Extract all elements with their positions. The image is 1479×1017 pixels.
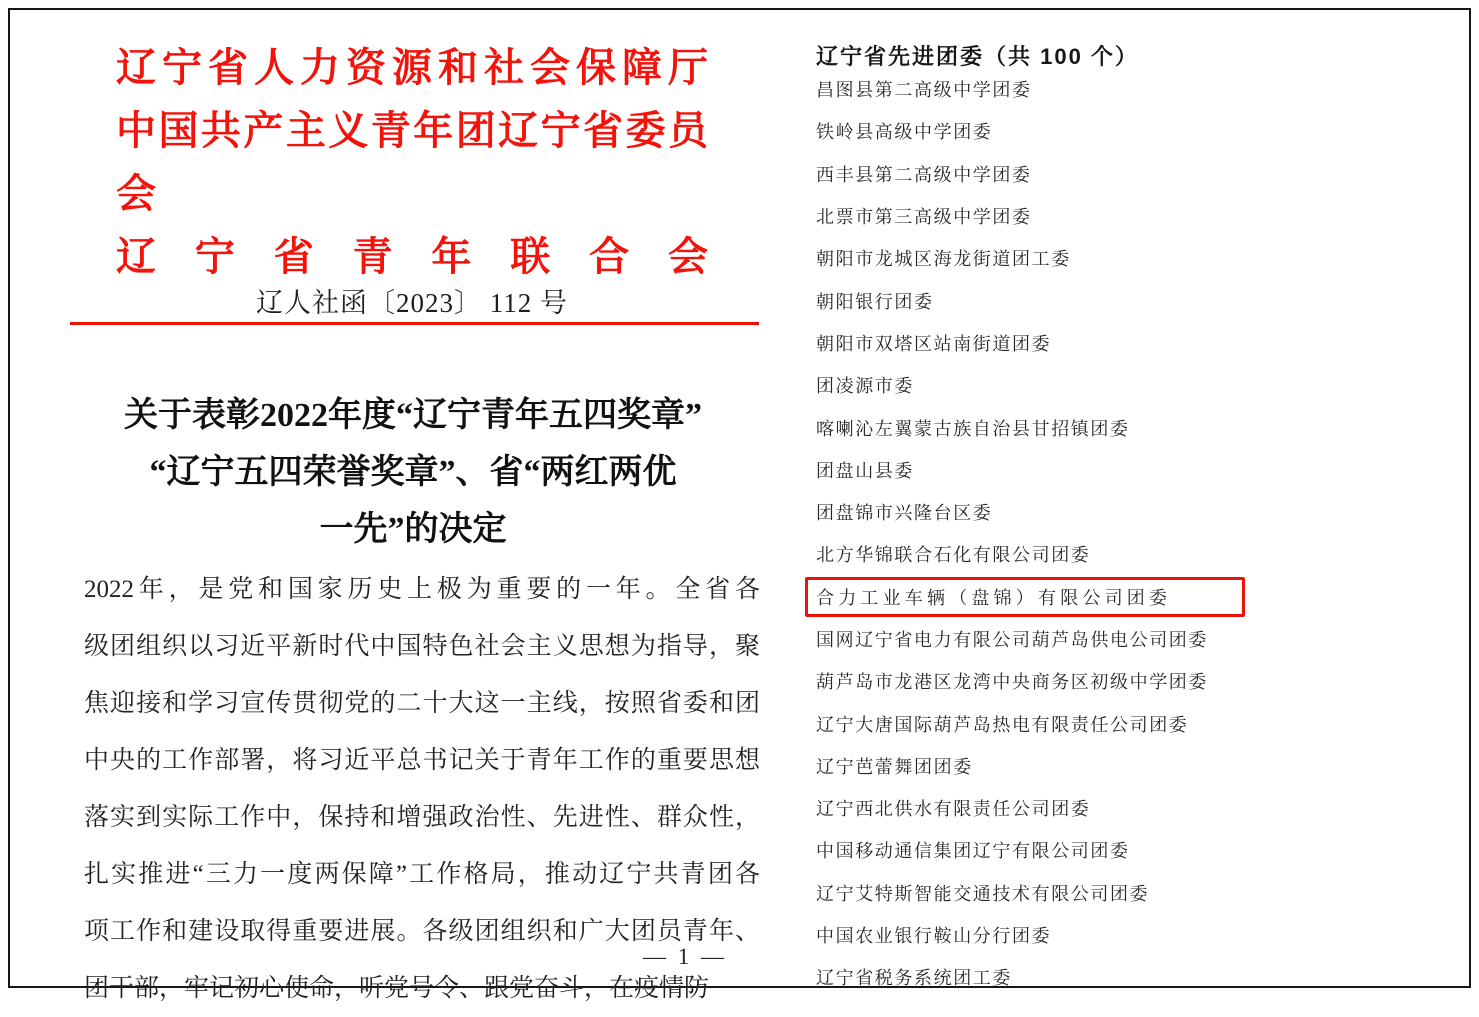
document-title-line: 关于表彰2022年度“辽宁青年五四奖章” [124, 397, 702, 434]
list-item [816, 618, 1336, 660]
list-item-text: 朝阳银行团委 [816, 291, 934, 312]
list-item [816, 195, 1336, 237]
list-item-text: 辽宁西北供水有限责任公司团委 [816, 799, 1091, 820]
list-item-text: 辽宁艾特斯智能交通技术有限公司团委 [816, 883, 1150, 904]
list-item [816, 364, 1336, 406]
list-item-text: 团凌源市委 [816, 376, 914, 397]
list-item [816, 914, 1336, 956]
list-item [816, 322, 1336, 364]
list-item [816, 449, 1336, 491]
list-item-text: 朝阳市龙城区海龙街道团工委 [816, 249, 1071, 270]
body-line: 焦迎接和学习宣传贯彻党的二十大这一主线，按照省委和团 [84, 690, 760, 717]
list-item-text: 团盘山县委 [816, 460, 914, 481]
award-list [816, 68, 1336, 999]
document-title [84, 387, 742, 558]
list-item-text: 西丰县第二高级中学团委 [816, 164, 1032, 185]
list-item-text: 国网辽宁省电力有限公司葫芦岛供电公司团委 [816, 630, 1208, 650]
list-item-text: 铁岭县高级中学团委 [816, 122, 993, 143]
list-item [816, 237, 1336, 279]
list-item-text: 昌图县第二高级中学团委 [816, 80, 1032, 101]
list-item [816, 829, 1336, 871]
list-item-text: 辽宁大唐国际葫芦岛热电有限责任公司团委 [816, 714, 1189, 735]
list-item-text: 喀喇沁左翼蒙古族自治县甘招镇团委 [816, 418, 1130, 439]
page-number: — 1 — [643, 944, 727, 969]
letterhead-line: 辽宁省人力资源和社会保障厅 [116, 45, 708, 90]
letterhead-red-rule [70, 322, 759, 325]
letterhead-line: 辽宁省青年联合会 [116, 234, 708, 279]
list-item [816, 702, 1336, 744]
list-item [816, 787, 1336, 829]
body-line: 团干部，牢记初心使命，听党号令、跟党奋斗，在疫情防 [84, 975, 710, 1002]
document-number: 辽人社函〔2023〕 112 号 [256, 288, 568, 318]
document-title-line: “辽宁五四荣誉奖章”、省“两红两优 [149, 454, 677, 491]
list-item [816, 491, 1336, 533]
list-item [816, 745, 1336, 787]
list-item-text: 北方华锦联合石化有限公司团委 [816, 545, 1091, 566]
award-list-title: 辽宁省先进团委（共 100 个） [816, 44, 1139, 69]
body-line: 落实到实际工作中，保持和增强政治性、先进性、群众性， [84, 804, 760, 831]
body-line: 项工作和建设取得重要进展。各级团组织和广大团员青年、 [84, 918, 760, 945]
list-item-text: 北票市第三高级中学团委 [816, 207, 1032, 228]
list-item-text: 辽宁省税务系统团工委 [816, 968, 1012, 989]
body-line: 扎实推进“三力一度两保障”工作格局，推动辽宁共青团各 [84, 861, 760, 888]
body-line: 级团组织以习近平新时代中国特色社会主义思想为指导，聚 [84, 633, 760, 660]
list-item [816, 533, 1336, 575]
list-item-text: 辽宁芭蕾舞团团委 [816, 756, 973, 777]
document-title-line: 一先”的决定 [319, 511, 507, 548]
list-item [816, 956, 1336, 998]
list-item-text: 葫芦岛市龙港区龙湾中央商务区初级中学团委 [816, 672, 1208, 693]
list-item [816, 576, 1336, 618]
list-item [816, 153, 1336, 195]
list-item-text: 中国农业银行鞍山分行团委 [816, 926, 1052, 947]
body-line: 2022年，是党和国家历史上极为重要的一年。全省各 [84, 576, 760, 603]
list-item-text: 朝阳市双塔区站南街道团委 [816, 333, 1052, 354]
list-item-text: 团盘锦市兴隆台区委 [816, 503, 993, 524]
list-item [816, 406, 1336, 448]
list-item [816, 660, 1336, 702]
list-item [816, 110, 1336, 152]
list-item [816, 279, 1336, 321]
letterhead [116, 36, 708, 288]
list-item-text: 中国移动通信集团辽宁有限公司团委 [816, 841, 1130, 862]
list-item-text: 合力工业车辆（盘锦）有限公司团委 [816, 587, 1172, 608]
list-item [816, 872, 1336, 914]
list-item [816, 68, 1336, 110]
letterhead-line: 中国共产主义青年团辽宁省委员会 [116, 108, 708, 216]
body-line: 中央的工作部署，将习近平总书记关于青年工作的重要思想 [84, 747, 760, 774]
